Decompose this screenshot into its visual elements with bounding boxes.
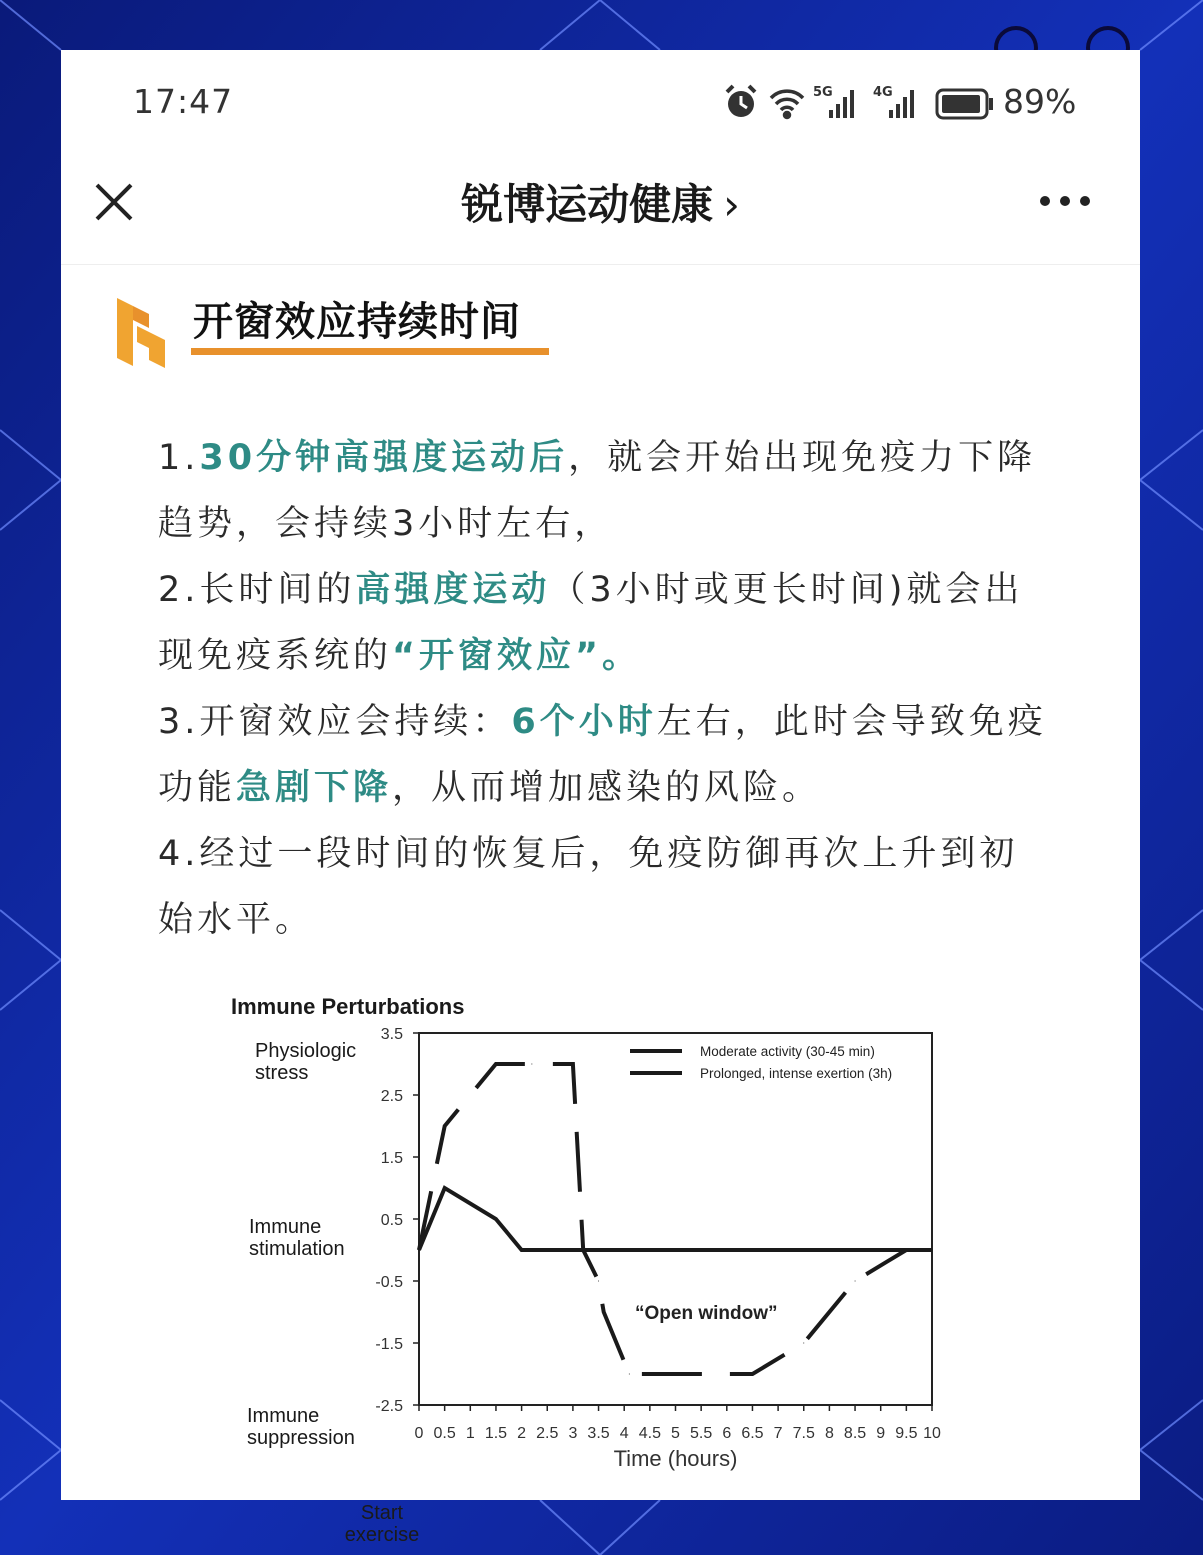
- status-time: 17:47: [133, 82, 234, 121]
- signal-4g-label: 4G: [873, 85, 893, 100]
- y-tick-label: 3.5: [380, 1026, 403, 1043]
- x-tick-label: 1: [465, 1425, 475, 1442]
- series-2-point: [752, 1374, 753, 1375]
- y-tick-label: -1.5: [375, 1336, 403, 1353]
- series-2-point: [603, 1312, 604, 1313]
- chart-plot: [221, 988, 961, 1498]
- open-window-annotation: “Open window”: [635, 1303, 778, 1324]
- section-heading: [111, 290, 711, 380]
- more-icon[interactable]: [1037, 190, 1097, 212]
- x-tick-label: 9: [876, 1425, 886, 1442]
- battery-icon: [937, 90, 993, 118]
- series-1-point: [444, 1188, 445, 1189]
- brand-logo-icon: [115, 296, 165, 366]
- x-tick-label: 7.5: [792, 1425, 815, 1442]
- x-tick-label: 5.5: [690, 1425, 713, 1442]
- x-tick-label: 3.5: [587, 1425, 610, 1442]
- y-side-label-middle: Immune stimulation: [249, 1216, 345, 1260]
- y-tick-label: 1.5: [380, 1150, 403, 1167]
- x-tick-label: 3: [568, 1425, 578, 1442]
- status-icons: [721, 80, 1001, 124]
- battery-percent: 89%: [1003, 82, 1077, 121]
- account-name: 锐博运动健康: [461, 180, 714, 229]
- series-2-point: [572, 1064, 573, 1065]
- y-tick-label: 2.5: [380, 1088, 403, 1105]
- series-2-point: [583, 1250, 584, 1251]
- signal-5g-icon: [829, 90, 854, 118]
- series-2-point: [598, 1281, 599, 1282]
- section-underline: [191, 348, 549, 355]
- x-tick-label: 5: [671, 1425, 680, 1442]
- series-2-point: [855, 1281, 856, 1282]
- section-title: 开窗效应持续时间: [193, 299, 521, 345]
- alarm-icon: [727, 86, 755, 117]
- x-start-label: Start exercise: [344, 1502, 420, 1546]
- highlight-text: “开窗效应”。: [392, 636, 642, 676]
- x-axis-label: Time (hours): [613, 1446, 738, 1471]
- y-side-label-bottom: Immune suppression: [247, 1405, 355, 1449]
- series-2-point: [444, 1126, 445, 1127]
- x-tick-label: 8: [824, 1425, 834, 1442]
- y-side-label-top: Physiologic stress: [255, 1040, 357, 1084]
- series-2-point: [531, 1064, 532, 1065]
- highlight-text: 30分钟高强度运动后: [199, 438, 569, 478]
- series-2-point: [803, 1343, 804, 1344]
- title-bar: [61, 154, 1140, 265]
- series-1-point: [495, 1219, 496, 1220]
- status-bar: [61, 50, 1140, 154]
- x-tick-label: 0.5: [433, 1425, 456, 1442]
- x-tick-label: 2.5: [536, 1425, 559, 1442]
- paragraph-1: 1.30分钟高强度运动后，就会开始出现免疫力下降趋势，会持续3小时左右，: [158, 438, 1037, 544]
- paragraph-3: 3.开窗效应会持续：6个小时左右，此时会导致免疫功能急剧下降，从而增加感染的风险。: [158, 702, 1047, 808]
- x-tick-label: 6.5: [741, 1425, 764, 1442]
- x-tick-label: 1.5: [484, 1425, 508, 1442]
- page-title[interactable]: [61, 172, 1140, 232]
- x-tick-label: 2: [517, 1425, 527, 1442]
- article-body: [158, 425, 1048, 953]
- series-2-point: [629, 1374, 630, 1375]
- highlight-text: 6个小时: [511, 702, 657, 742]
- paragraph-4: 4.经过一段时间的恢复后，免疫防御再次上升到初始水平。: [158, 834, 1019, 940]
- x-tick-label: 4: [619, 1425, 629, 1442]
- x-tick-label: 4.5: [638, 1425, 661, 1442]
- x-tick-label: 7: [773, 1425, 783, 1442]
- series-2-point: [906, 1250, 907, 1251]
- series-2-point: [932, 1250, 933, 1251]
- series-1-point: [521, 1250, 522, 1251]
- signal-4g-icon: [889, 90, 914, 118]
- x-tick-label: 6: [722, 1425, 732, 1442]
- series-2-point: [495, 1064, 496, 1065]
- legend-label-1: Moderate activity (30-45 min): [700, 1044, 875, 1059]
- series-2-point: [419, 1250, 420, 1251]
- x-tick-label: 0: [414, 1425, 424, 1442]
- x-tick-label: 9.5: [895, 1425, 918, 1442]
- highlight-text: 急剧下降: [236, 768, 393, 808]
- x-tick-label: 8.5: [843, 1425, 867, 1442]
- y-tick-label: 0.5: [380, 1212, 403, 1229]
- y-tick-label: -0.5: [375, 1274, 403, 1291]
- chart-title: Immune Perturbations: [231, 994, 465, 1019]
- chevron-right-icon: ›: [723, 180, 740, 229]
- wifi-icon: [771, 91, 803, 117]
- phone-screen: [61, 50, 1140, 1546]
- y-tick-label: -2.5: [375, 1398, 403, 1415]
- highlight-text: 高强度运动: [355, 570, 551, 610]
- immune-chart: [221, 988, 961, 1546]
- legend-label-2: Prolonged, intense exertion (3h): [700, 1066, 893, 1081]
- paragraph-2: 2.长时间的高强度运动（3小时或更长时间)就会出现免疫系统的“开窗效应”。: [158, 570, 1024, 676]
- x-tick-label: 10: [923, 1425, 941, 1442]
- signal-5g-label: 5G: [813, 85, 833, 100]
